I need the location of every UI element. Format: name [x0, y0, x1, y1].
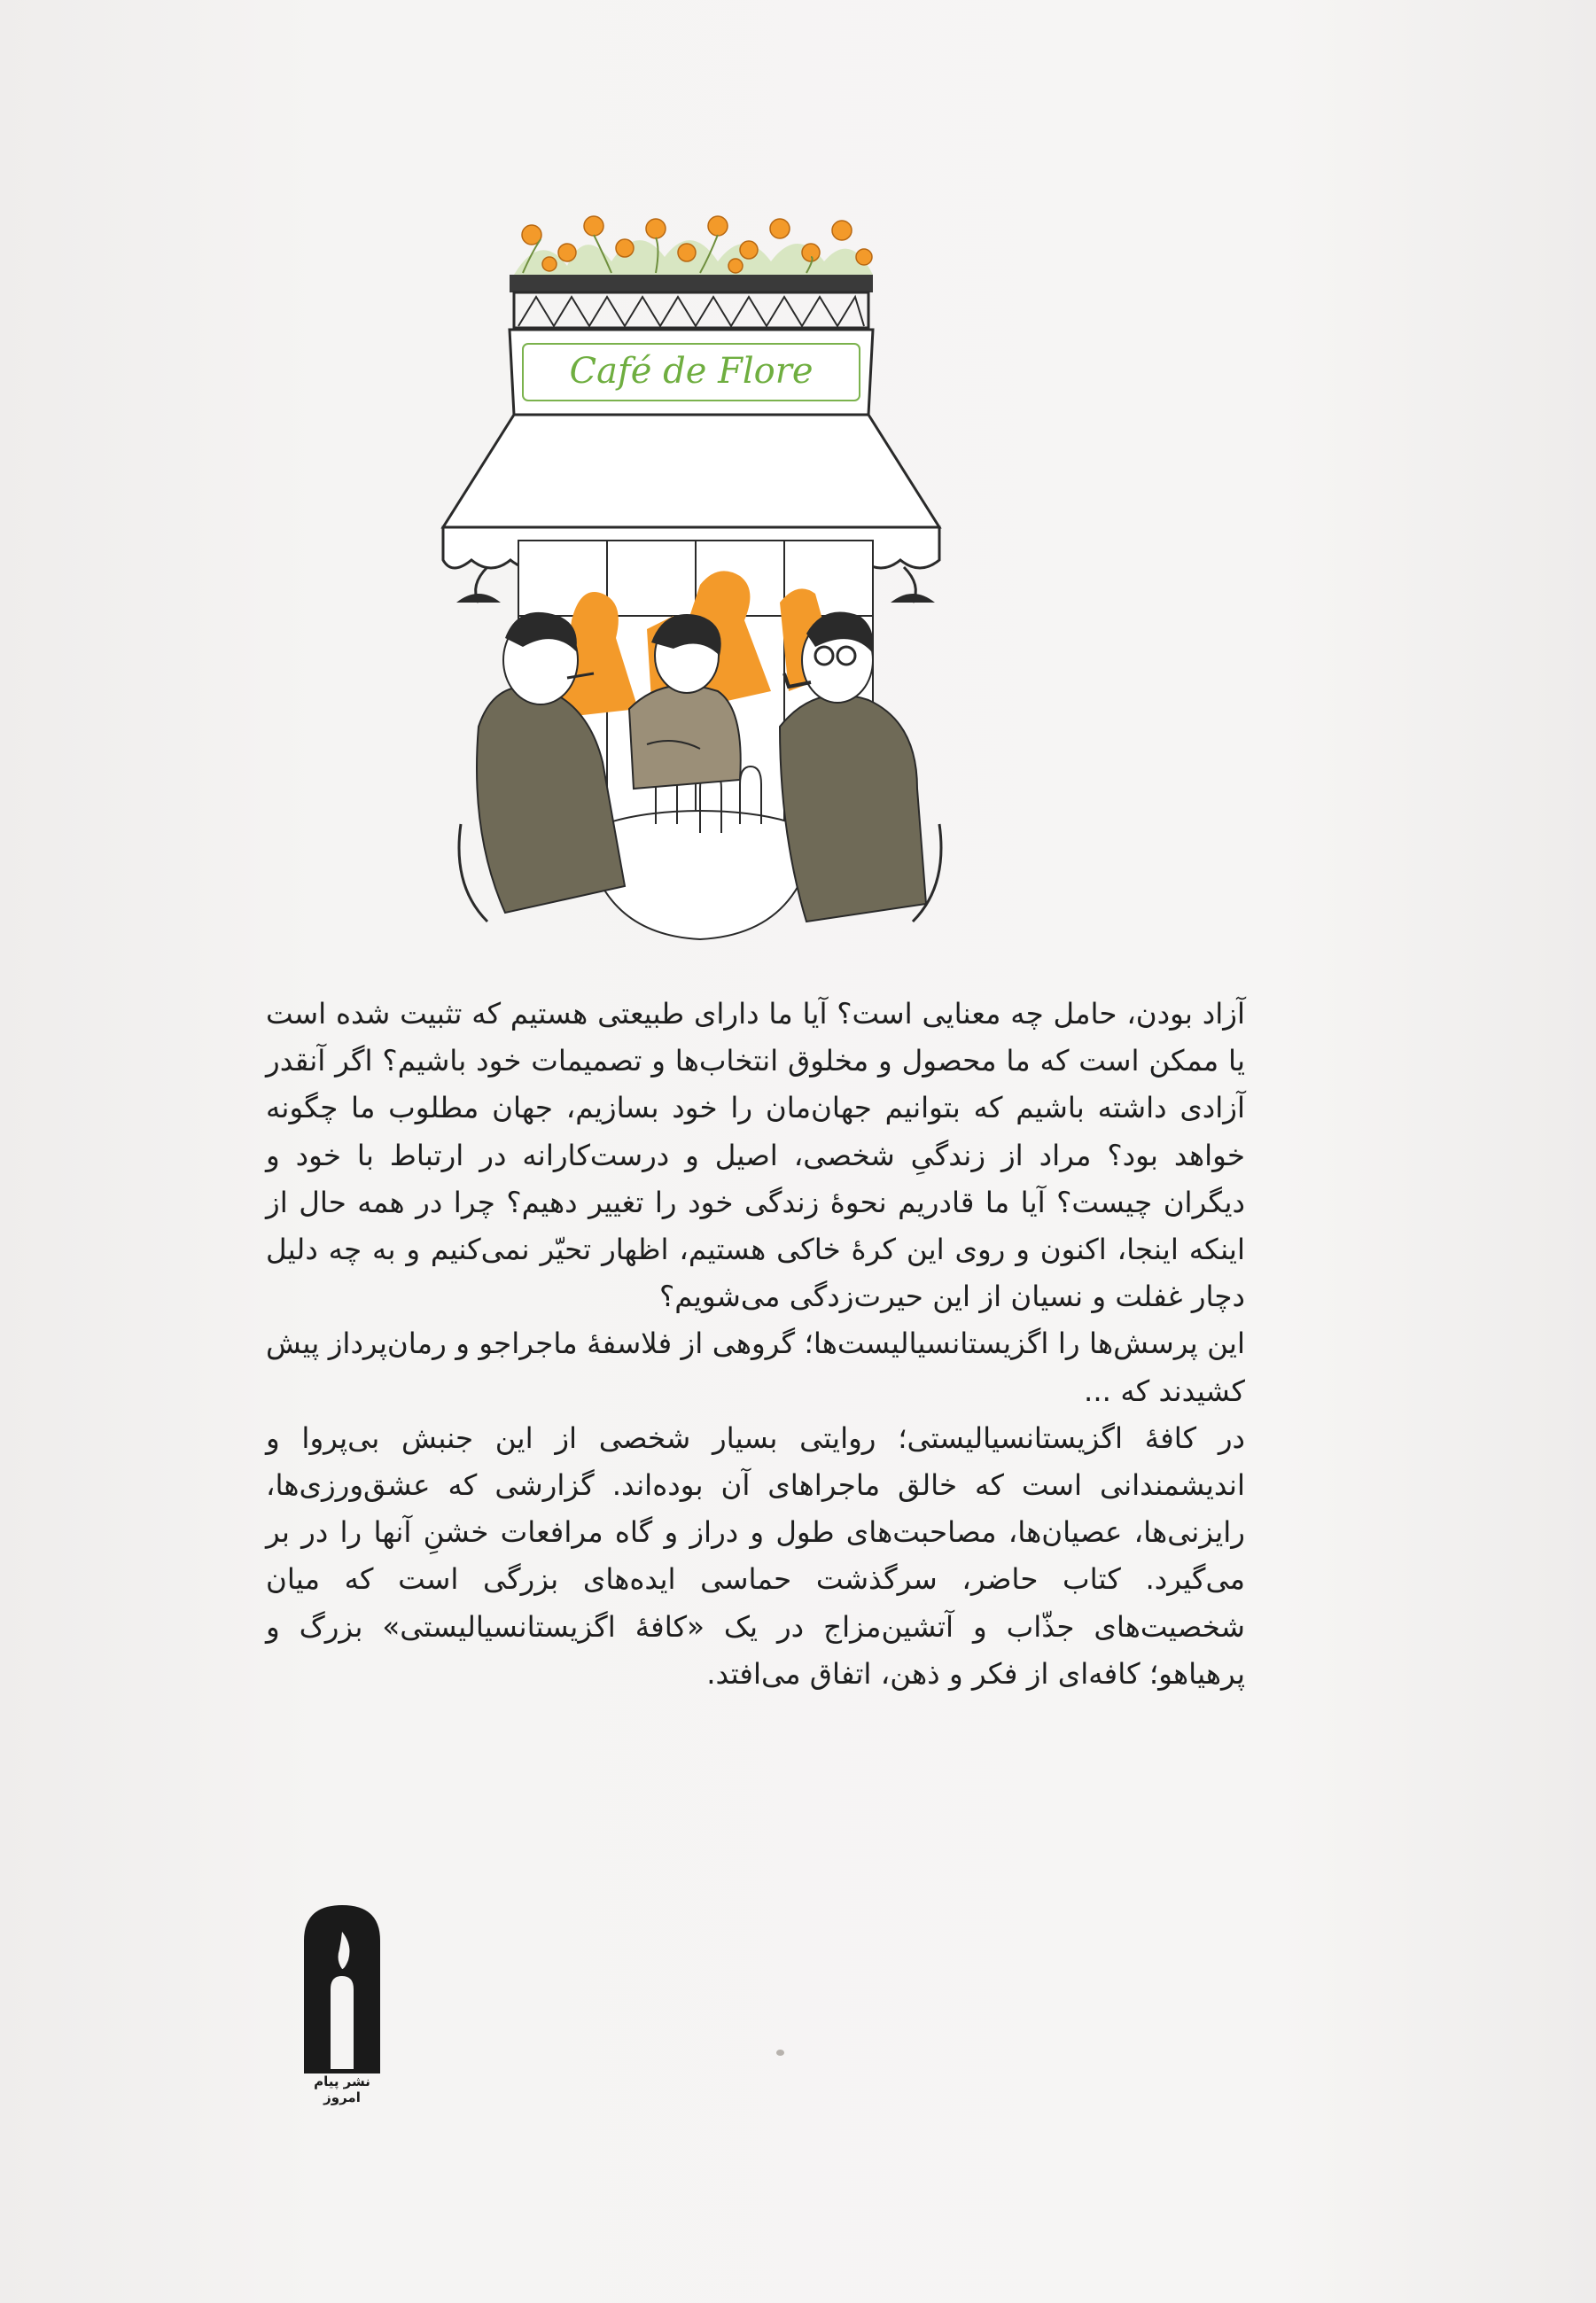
man-right	[780, 612, 941, 922]
cafe-sign	[510, 330, 873, 415]
print-speck	[776, 2050, 784, 2056]
blurb-paragraph: در کافهٔ اگزیستانسیالیستی؛ روایتی بسیار شخصی از این جنبش بی‌پروا و اندیشمندانی است که خالق ماجراهای آن بوده‌اند. گزارشی که عشق‌ورزی‌ها، رایزنی‌ها، عصیان‌ها، مصاحبت‌های طول و دراز و گاه مرافعات خشنِ آنها را در بر می‌گیرد. کتاب حاضر، سرگذشت حماسی ایده‌های بزرگی است که میان شخصیت‌های جذّاب و آتشین‌مزاج در یک «کافهٔ اگزیستانسیالیستی» بزرگ و پرهیاهو؛ کافه‌ای از فکر و ذهن، اتفاق می‌افتد.	[266, 1420, 1245, 1691]
cafe-de-flore-illustration	[434, 213, 966, 948]
blurb-paragraph: آزاد بودن، حامل چه معنایی است؟ آیا ما دارای طبیعتی هستیم که تثبیت شده است یا ممکن است که ما محصول و مخلوق انتخاب‌ها و تصمیمات خود باشیم؟ اگر آنقدر آزادی داشته باشیم که بتوانیم جهان‌مان را خود بسازیم، جهان مطلوب ما چگونه خواهد بود؟ مراد از زندگیِ شخصی، اصیل و درست‌کارانه در ارتباط با خود و دیگران چیست؟ آیا ما قادریم نحوهٔ زندگی خود را تغییر دهیم؟ چرا در همه حال از اینکه اینجا، اکنون و روی این کرهٔ خاکی هستیم، اظهار تحیّر نمی‌کنیم و به چه دلیل دچار غفلت و نسیان از این حیرت‌زدگی می‌شویم؟	[266, 997, 1245, 1314]
publisher-logo	[304, 1905, 380, 2073]
cafe-sign-text: Café de Flore	[569, 351, 814, 392]
publisher-name: نشر پیام امروز	[314, 2073, 370, 2105]
flower-box	[510, 216, 873, 328]
back-cover-blurb	[266, 991, 1245, 1698]
blurb-paragraph: این پرسش‌ها را اگزیستانسیالیست‌ها؛ گروهی از فلاسفهٔ ماجراجو و رمان‌پرداز پیش کشیدند که ...	[266, 1327, 1245, 1408]
